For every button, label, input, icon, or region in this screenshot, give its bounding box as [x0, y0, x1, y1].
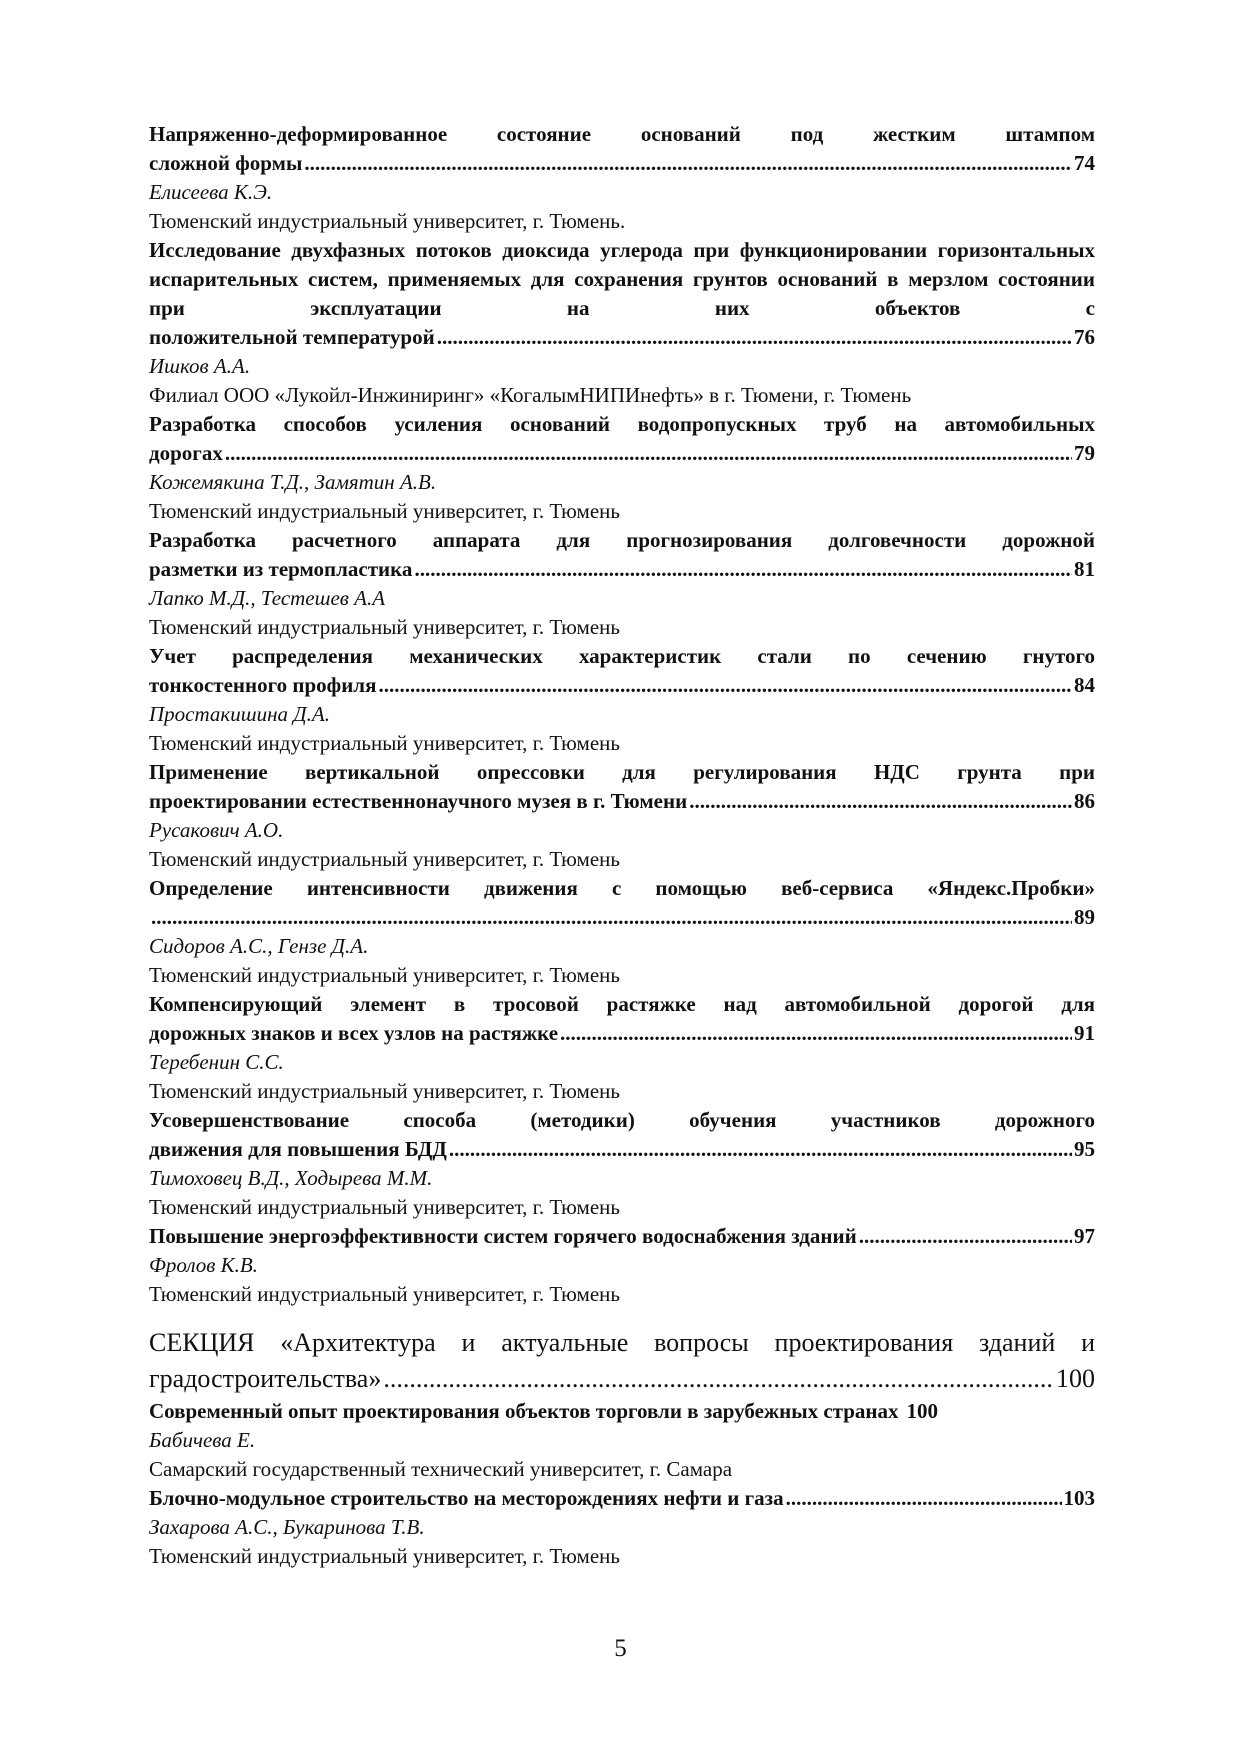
entry-authors: Простакишина Д.А. — [149, 702, 330, 726]
dot-leader — [560, 1019, 1072, 1048]
entry-page-number: 91 — [1074, 1021, 1095, 1045]
dot-leader — [383, 1361, 1054, 1397]
entry-organization: Тюменский индустриальный университет, г. Тюмень — [149, 499, 620, 523]
dot-leader — [304, 149, 1072, 178]
entry-title[interactable] — [149, 1222, 1095, 1251]
toc-entry — [149, 526, 1095, 642]
entry-organization: Тюменский индустриальный университет, г. Тюмень. — [149, 209, 626, 233]
entry-authors: Захарова А.С., Букаринова Т.В. — [149, 1515, 425, 1539]
toc-entry — [149, 120, 1095, 236]
entry-authors: Сидоров А.С., Гензе Д.А. — [149, 934, 369, 958]
entry-title[interactable] — [149, 874, 1095, 932]
section-page-number: 100 — [1056, 1364, 1095, 1393]
entry-title-last-line: разметки из термопластика — [149, 557, 413, 581]
entry-authors: Теребенин С.С. — [149, 1050, 284, 1074]
entry-title-text: Применение вертикальной опрессовки для регулирования НДС грунта при — [149, 760, 1095, 784]
entry-title-last-line: движения для повышения БДД — [149, 1137, 447, 1161]
entry-organization: Тюменский индустриальный университет, г. Тюмень — [149, 963, 620, 987]
toc-entry — [149, 1222, 1095, 1309]
dot-leader — [786, 1484, 1062, 1513]
entry-page-number: 84 — [1074, 673, 1095, 697]
entry-title[interactable] — [149, 526, 1095, 584]
entry-authors: Елисеева К.Э. — [149, 180, 273, 204]
entry-title-text: Учет распределения механических характеристик стали по сечению гнутого — [149, 644, 1095, 668]
entry-page-number: 79 — [1074, 441, 1095, 465]
toc-entry — [149, 1484, 1095, 1571]
toc-entry — [149, 410, 1095, 526]
entry-title[interactable] — [149, 1397, 1095, 1426]
entry-authors: Лапко М.Д., Тестешев А.А — [149, 586, 386, 610]
entry-page-number: 74 — [1074, 151, 1095, 175]
entry-authors: Бабичева Е. — [149, 1428, 256, 1452]
toc-entry — [149, 236, 1095, 410]
dot-leader — [449, 1135, 1072, 1164]
entry-page-number: 95 — [1074, 1137, 1095, 1161]
entry-title-text: Компенсирующий элемент в тросовой растяжке над автомобильной дорогой для — [149, 992, 1095, 1016]
entry-title-text: Определение интенсивности движения с помощью веб-сервиса «Яндекс.Пробки» — [149, 876, 1095, 900]
entry-organization: Тюменский индустриальный университет, г. Тюмень — [149, 1079, 620, 1103]
entry-organization: Самарский государственный технический университет, г. Самара — [149, 1457, 733, 1481]
entry-page-number: 76 — [1074, 325, 1095, 349]
entry-organization: Тюменский индустриальный университет, г. Тюмень — [149, 1195, 620, 1219]
section-heading[interactable] — [149, 1325, 1095, 1397]
entry-title[interactable] — [149, 1484, 1095, 1513]
entry-title[interactable] — [149, 758, 1095, 816]
page-number: 5 — [614, 1635, 627, 1662]
entry-page-number: 89 — [1074, 905, 1095, 929]
dot-leader — [689, 787, 1072, 816]
entry-organization: Тюменский индустриальный университет, г. Тюмень — [149, 615, 620, 639]
entry-authors: Русакович А.О. — [149, 818, 284, 842]
dot-leader — [225, 439, 1072, 468]
entry-title-last-line: Современный опыт проектирования объектов торговли в зарубежных странах — [149, 1399, 899, 1423]
entry-page-number: 81 — [1074, 557, 1095, 581]
entry-title[interactable] — [149, 410, 1095, 468]
entry-organization: Тюменский индустриальный университет, г. Тюмень — [149, 1544, 620, 1568]
toc-entry — [149, 874, 1095, 990]
entry-organization: Тюменский индустриальный университет, г. Тюмень — [149, 1282, 620, 1306]
table-of-contents — [149, 120, 1095, 1571]
entry-organization: Тюменский индустриальный университет, г. Тюмень — [149, 731, 620, 755]
toc-entry — [149, 1106, 1095, 1222]
dot-leader — [437, 323, 1072, 352]
entry-authors: Тимоховец В.Д., Ходырева М.М. — [149, 1166, 433, 1190]
entry-title-last-line: Блочно-модульное строительство на месторождениях нефти и газа — [149, 1486, 784, 1510]
entry-title-text: Усовершенствование способа (методики) обучения участников дорожного — [149, 1108, 1095, 1132]
dot-leader — [378, 671, 1072, 700]
toc-entry — [149, 758, 1095, 874]
entry-page-number: 97 — [1074, 1224, 1095, 1248]
entry-page-number: 103 — [1063, 1486, 1095, 1510]
entry-title-last-line: проектировании естественнонаучного музея в г. Тюмени — [149, 789, 688, 813]
entry-title[interactable] — [149, 1106, 1095, 1164]
dot-leader — [414, 555, 1072, 584]
entry-title[interactable] — [149, 120, 1095, 178]
section-title-text: СЕКЦИЯ «Архитектура и актуальные вопросы проектирования зданий и — [149, 1328, 1095, 1357]
entry-authors: Фролов К.В. — [149, 1253, 258, 1277]
entry-page-number: 100 — [906, 1399, 939, 1423]
entry-title-text: Напряженно-деформированное состояние оснований под жестким штампом — [149, 122, 1095, 146]
dot-leader — [151, 903, 1072, 932]
entry-title-last-line: дорожных знаков и всех узлов на растяжке — [149, 1021, 559, 1045]
dot-leader — [859, 1222, 1072, 1251]
entry-title-last-line: положительной температурой — [149, 325, 435, 349]
entry-title[interactable] — [149, 642, 1095, 700]
entry-title-text: Исследование двухфазных потоков диоксида углерода при функционировании горизонтальных испарительных систем, применяемых для сохранения грунтов оснований в мерзлом состоянии при эксплуатации на них объектов с — [149, 238, 1095, 320]
toc-entry — [149, 642, 1095, 758]
entry-title-text: Разработка способов усиления оснований водопропускных труб на автомобильных — [149, 412, 1095, 436]
entry-authors: Ишков А.А. — [149, 354, 251, 378]
toc-entry — [149, 1397, 1095, 1484]
entry-title-last-line: дорогах — [149, 441, 223, 465]
entry-title-last-line: Повышение энергоэффективности систем горячего водоснабжения зданий — [149, 1224, 857, 1248]
entry-organization: Филиал ООО «Лукойл-Инжиниринг» «КогалымНИПИнефть» в г. Тюмени, г. Тюмень — [149, 383, 912, 407]
entry-title[interactable] — [149, 236, 1095, 352]
section-title-last-line: градостроительства» — [149, 1364, 382, 1393]
entry-title-last-line: сложной формы — [149, 151, 303, 175]
entry-organization: Тюменский индустриальный университет, г. Тюмень — [149, 847, 620, 871]
entry-title[interactable] — [149, 990, 1095, 1048]
entry-page-number: 86 — [1074, 789, 1095, 813]
entry-title-last-line: тонкостенного профиля — [149, 673, 377, 697]
toc-entry — [149, 990, 1095, 1106]
entry-title-text: Разработка расчетного аппарата для прогнозирования долговечности дорожной — [149, 528, 1095, 552]
entry-authors: Кожемякина Т.Д., Замятин А.В. — [149, 470, 437, 494]
